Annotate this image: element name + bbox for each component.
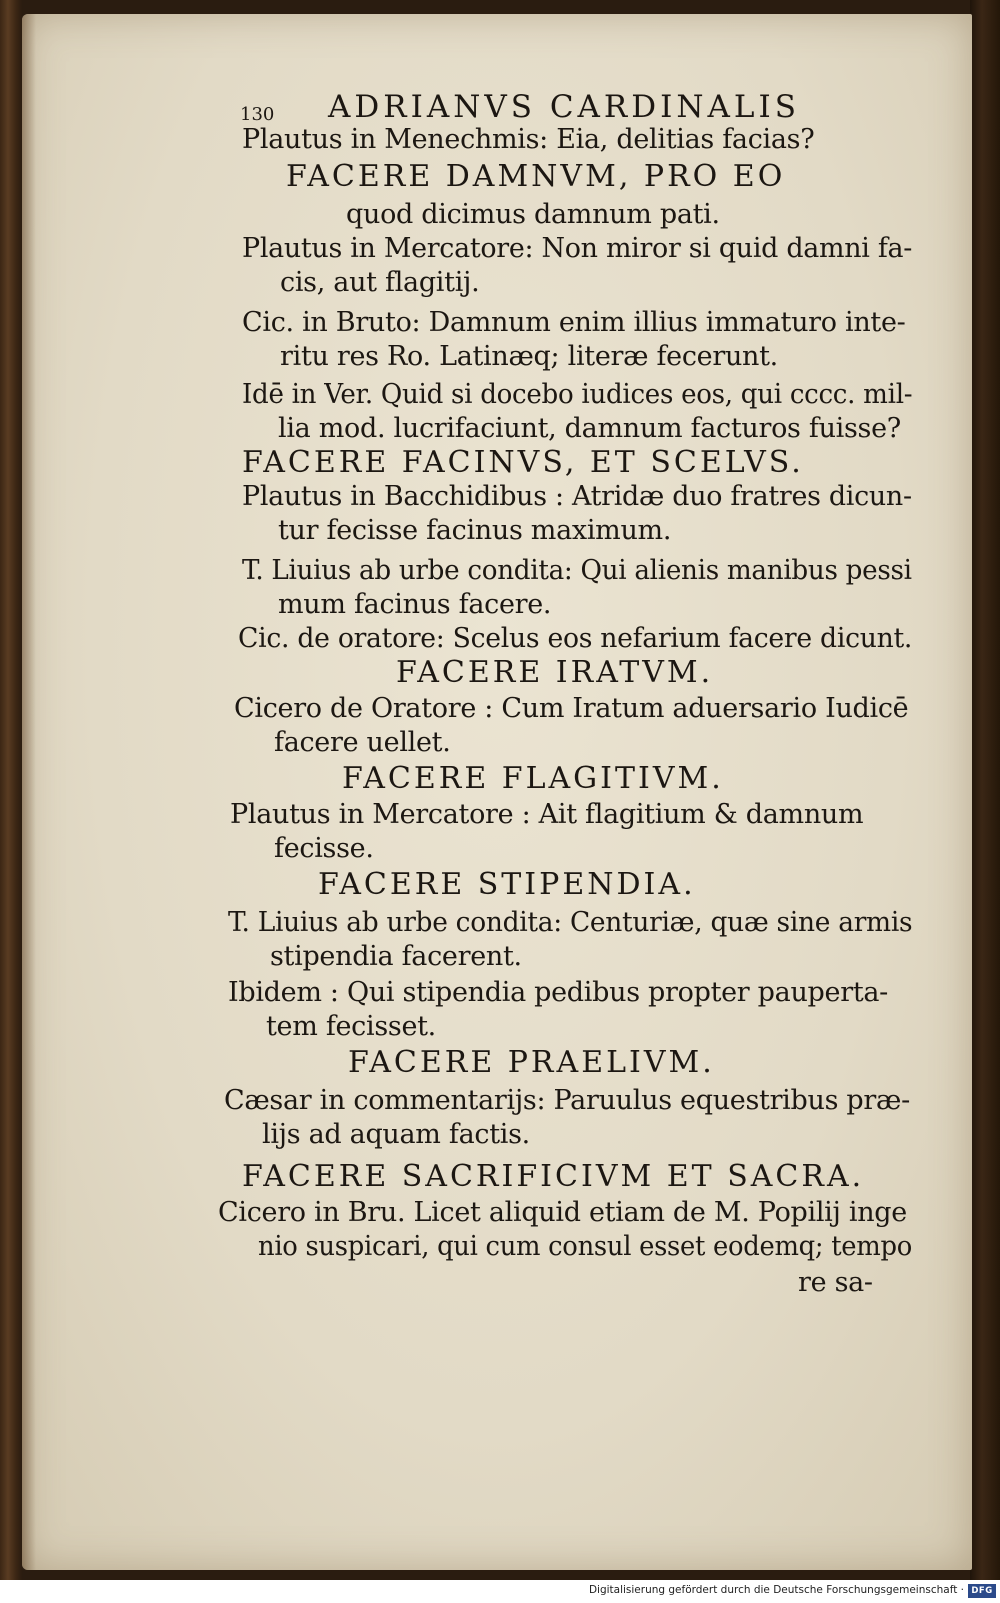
text-line: ritu res Ro. Latinæq; literæ fecerunt. <box>280 341 778 372</box>
text-line: mum facinus facere. <box>278 589 552 620</box>
text-line: Ibidem : Qui stipendia pedibus propter pauperta- <box>228 977 888 1008</box>
text-line: tem fecisset. <box>266 1011 436 1042</box>
text-line: lia mod. lucrifaciunt, damnum facturos fuisse? <box>278 413 901 444</box>
text-line: stipendia facerent. <box>270 941 522 972</box>
text-line: Cic. de oratore: Scelus eos nefarium facere dicunt. <box>238 623 913 654</box>
dfg-logo-icon: DFG <box>968 1584 996 1598</box>
text-line: T. Liuius ab urbe condita: Centuriæ, quæ sine armis <box>228 907 913 938</box>
page-number: 130 <box>240 104 275 125</box>
text-line: Cicero de Oratore : Cum Iratum aduersario Iudicē <box>234 693 909 724</box>
section-heading: FACERE FACINVS, ET SCELVS. <box>242 445 804 480</box>
text-line: nio suspicari, qui cum consul esset eodemq; tempo <box>258 1231 912 1262</box>
text-line: Plautus in Mercatore : Ait flagitium & damnum <box>230 799 864 830</box>
page-text-block <box>22 14 972 1570</box>
footer-credit: Digitalisierung gefördert durch die Deutsche Forschungsgemeinschaft · <box>588 1584 964 1596</box>
text-line: Plautus in Menechmis: Eia, delitias facias? <box>242 124 815 155</box>
book-page <box>22 14 972 1570</box>
text-line: quod dicimus damnum pati. <box>346 199 720 230</box>
digitization-footer <box>0 1580 1000 1603</box>
book-binding-edge <box>970 0 1000 1580</box>
text-line: cis, aut flagitij. <box>280 267 480 298</box>
page-gutter-shadow <box>22 14 36 1570</box>
catchword: re sa- <box>798 1267 873 1298</box>
text-line: Plautus in Mercatore: Non miror si quid damni fa- <box>242 233 913 264</box>
section-heading: FACERE STIPENDIA. <box>318 867 696 902</box>
text-line: lijs ad aquam factis. <box>262 1119 530 1150</box>
section-heading: FACERE PRAELIVM. <box>348 1045 715 1080</box>
text-line: Cæsar in commentarijs: Paruulus equestribus præ- <box>224 1085 910 1116</box>
section-heading: FACERE DAMNVM, PRO EO <box>286 159 786 194</box>
text-line: Idē in Ver. Quid si docebo iudices eos, qui cccc. mil- <box>242 379 913 410</box>
section-heading: FACERE IRATVM. <box>396 655 714 690</box>
text-line: Cic. in Bruto: Damnum enim illius immaturo inte- <box>242 307 906 338</box>
text-line: fecisse. <box>274 833 374 864</box>
text-line: Cicero in Bru. Licet aliquid etiam de M. Popilij inge <box>218 1197 907 1228</box>
text-line: facere uellet. <box>274 727 451 758</box>
text-line: Plautus in Bacchidibus : Atridæ duo fratres dicun- <box>242 481 912 512</box>
text-line: tur fecisse facinus maximum. <box>278 515 672 546</box>
running-head: ADRIANVS CARDINALIS <box>328 89 800 125</box>
section-heading: FACERE FLAGITIVM. <box>342 761 724 796</box>
text-line: T. Liuius ab urbe condita: Qui alienis manibus pessi <box>242 555 912 586</box>
section-heading: FACERE SACRIFICIVM ET SACRA. <box>242 1159 865 1194</box>
